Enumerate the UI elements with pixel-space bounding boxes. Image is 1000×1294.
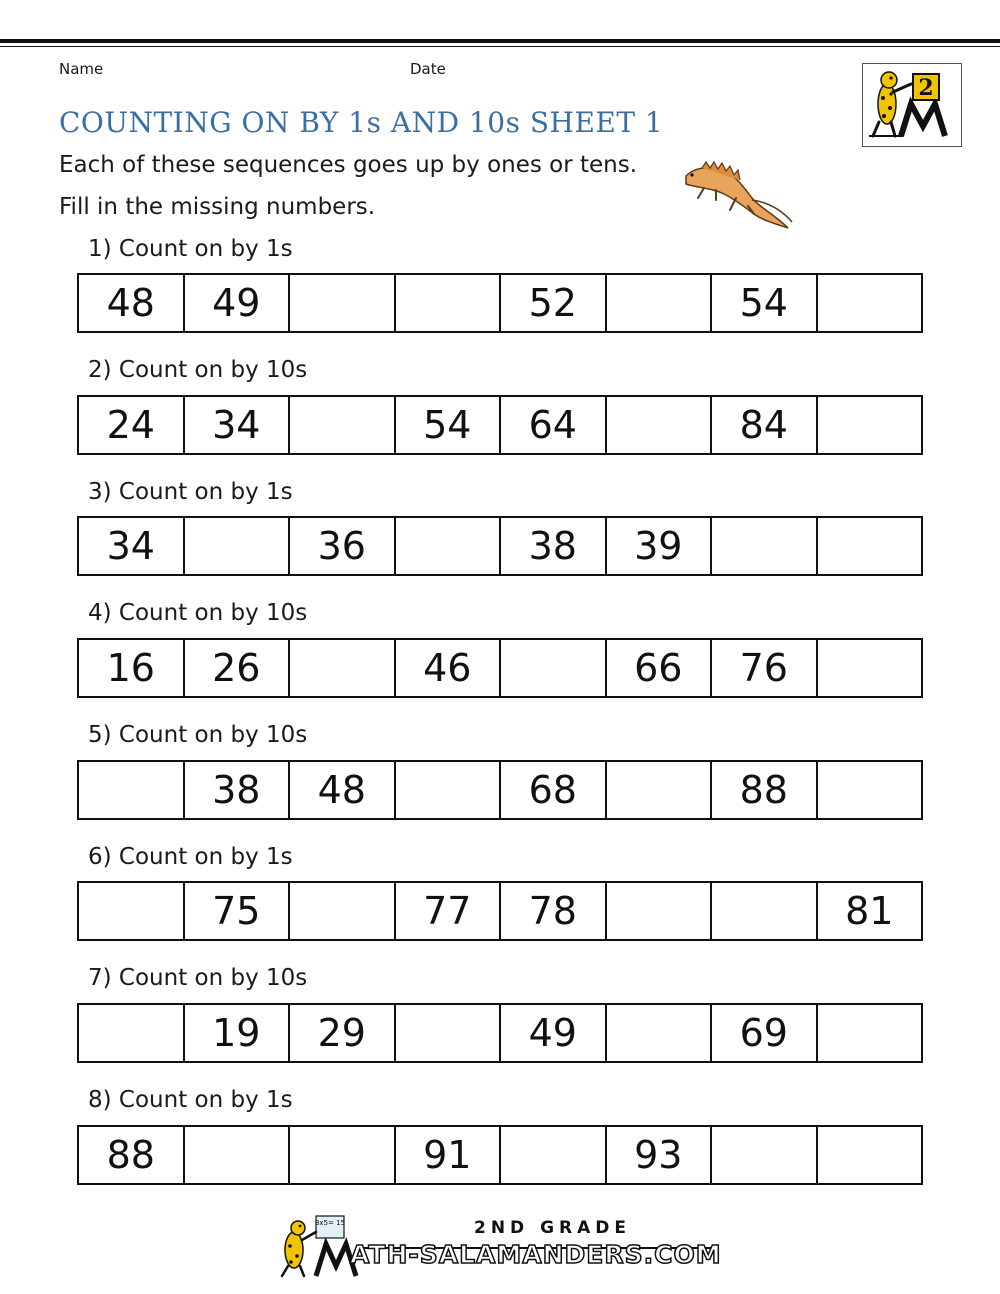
answer-cell: 48 xyxy=(290,762,396,818)
answer-cell: 84 xyxy=(712,397,818,453)
page-title: COUNTING ON BY 1s AND 10s SHEET 1 xyxy=(59,106,664,139)
answer-cell-blank[interactable] xyxy=(501,640,607,696)
answer-cell: 64 xyxy=(501,397,607,453)
question-2-label: 2) Count on by 10s xyxy=(88,357,308,383)
answer-cell: 81 xyxy=(845,889,894,933)
question-4-label: 4) Count on by 10s xyxy=(88,600,308,626)
answer-cell-blank[interactable] xyxy=(607,1005,713,1061)
question-3-row xyxy=(77,516,923,576)
answer-cell-blank[interactable] xyxy=(79,1005,185,1061)
grade-badge-text: 2 xyxy=(918,75,934,101)
answer-cell: 68 xyxy=(501,762,607,818)
question-3-label: 3) Count on by 1s xyxy=(88,479,293,505)
answer-cell: 66 xyxy=(607,640,713,696)
answer-cell: 48 xyxy=(79,275,185,331)
question-7-row xyxy=(77,1003,923,1063)
question-8-row xyxy=(77,1125,923,1185)
answer-cell: 34 xyxy=(79,518,185,574)
question-5-label: 5) Count on by 10s xyxy=(88,722,308,748)
answer-cell-blank[interactable] xyxy=(79,883,185,939)
answer-cell-blank[interactable] xyxy=(818,640,922,696)
footer-board-text: 3x5= 15 xyxy=(314,1219,346,1227)
answer-cell-blank[interactable] xyxy=(79,762,185,818)
answer-cell: 38 xyxy=(185,762,291,818)
header-rule-thick xyxy=(0,39,1000,43)
instruction-line-2: Fill in the missing numbers. xyxy=(59,194,376,220)
answer-cell: 38 xyxy=(501,518,607,574)
answer-cell: 49 xyxy=(501,1005,607,1061)
answer-cell: 16 xyxy=(79,640,185,696)
answer-cell: 54 xyxy=(712,275,818,331)
salamander-logo-icon xyxy=(863,64,961,146)
answer-cell-blank[interactable] xyxy=(396,1005,502,1061)
question-7-label: 7) Count on by 10s xyxy=(88,965,308,991)
answer-cell-blank[interactable] xyxy=(818,1005,922,1061)
footer-grade-text: 2ND GRADE xyxy=(474,1218,632,1238)
answer-cell-blank[interactable] xyxy=(607,883,713,939)
answer-cell: 93 xyxy=(607,1127,713,1183)
answer-cell: 69 xyxy=(712,1005,818,1061)
answer-cell: 36 xyxy=(290,518,396,574)
question-6-label: 6) Count on by 1s xyxy=(88,844,293,870)
answer-cell-blank[interactable] xyxy=(290,275,396,331)
answer-cell: 76 xyxy=(712,640,818,696)
answer-cell: 29 xyxy=(290,1005,396,1061)
answer-cell: 75 xyxy=(185,883,291,939)
header-rule-thin xyxy=(0,46,1000,47)
question-5-row xyxy=(77,760,923,820)
question-6-row xyxy=(77,881,923,941)
answer-cell-blank[interactable] xyxy=(818,397,922,453)
question-1-row xyxy=(77,273,923,333)
answer-cell-blank[interactable] xyxy=(396,275,502,331)
name-label: Name xyxy=(59,60,104,78)
answer-cell-blank[interactable] xyxy=(290,883,396,939)
answer-cell-blank[interactable] xyxy=(712,1127,818,1183)
answer-cell-blank[interactable] xyxy=(607,397,713,453)
answer-cell: 54 xyxy=(396,397,502,453)
answer-cell: 52 xyxy=(501,275,607,331)
answer-cell-blank[interactable] xyxy=(290,1127,396,1183)
answer-cell-blank[interactable] xyxy=(185,1127,291,1183)
question-2-row xyxy=(77,395,923,455)
answer-cell: 78 xyxy=(501,883,607,939)
answer-cell: 19 xyxy=(185,1005,291,1061)
answer-cell: 34 xyxy=(185,397,291,453)
lizard-illustration-icon xyxy=(682,158,794,236)
answer-cell-blank[interactable] xyxy=(396,762,502,818)
answer-cell-blank[interactable] xyxy=(607,762,713,818)
answer-cell: 46 xyxy=(396,640,502,696)
answer-cell: 77 xyxy=(396,883,502,939)
answer-cell-blank[interactable] xyxy=(290,640,396,696)
answer-cell-blank[interactable] xyxy=(818,1127,922,1183)
answer-cell: 26 xyxy=(185,640,291,696)
grade-logo xyxy=(862,63,962,147)
answer-cell-blank[interactable] xyxy=(818,762,922,818)
answer-cell-blank[interactable] xyxy=(712,518,818,574)
answer-cell-blank[interactable] xyxy=(290,397,396,453)
date-label: Date xyxy=(410,60,446,78)
question-1-label: 1) Count on by 1s xyxy=(88,236,293,262)
instruction-line-1: Each of these sequences goes up by ones or tens. xyxy=(59,152,638,178)
answer-cell: 91 xyxy=(396,1127,502,1183)
answer-cell: 49 xyxy=(185,275,291,331)
answer-cell-blank[interactable] xyxy=(818,518,922,574)
answer-cell: 24 xyxy=(79,397,185,453)
answer-cell: 88 xyxy=(79,1127,185,1183)
answer-cell-blank[interactable] xyxy=(396,518,502,574)
answer-cell-blank[interactable] xyxy=(712,883,818,939)
answer-cell-blank[interactable] xyxy=(501,1127,607,1183)
answer-cell: 39 xyxy=(607,518,713,574)
answer-cell-blank[interactable] xyxy=(818,275,922,331)
answer-cell-blank[interactable] xyxy=(607,275,713,331)
question-4-row xyxy=(77,638,923,698)
question-8-label: 8) Count on by 1s xyxy=(88,1087,293,1113)
footer-site-text: ATH-SALAMANDERS.COM xyxy=(350,1240,722,1269)
answer-cell-blank[interactable] xyxy=(185,518,291,574)
answer-cell: 88 xyxy=(712,762,818,818)
